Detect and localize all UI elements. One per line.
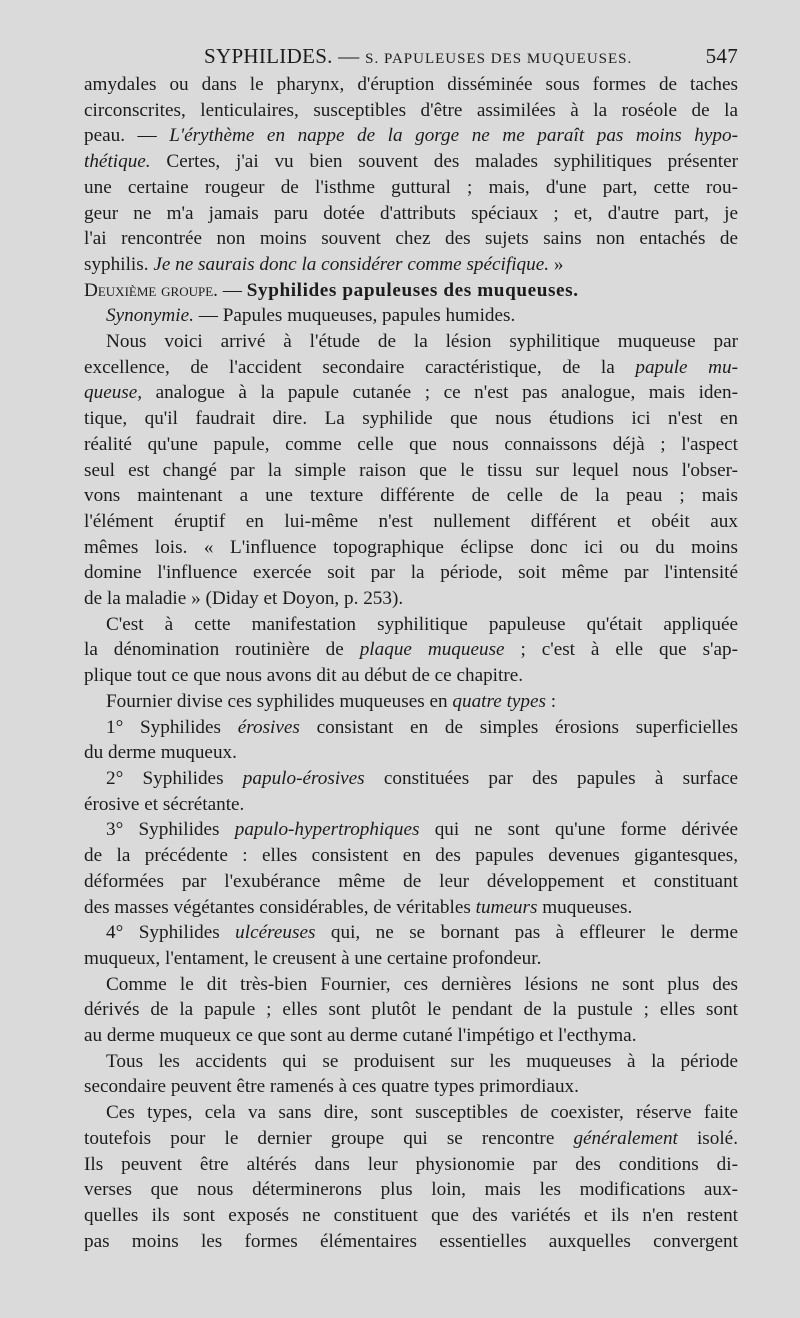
text-line (84, 509, 738, 535)
text-run: Nous voici arrivé à l'étude de la lésion syphilitique muqueuse par (106, 331, 738, 353)
text-run: 3° Syphilides (106, 819, 235, 841)
text-run: Synonymie. (106, 305, 194, 327)
text-line (84, 1177, 738, 1203)
text-line (84, 869, 738, 895)
text-line (84, 1074, 738, 1100)
text-line (84, 303, 738, 329)
text-run: érosive et sécrétante. (84, 793, 245, 815)
text-line (84, 689, 738, 715)
text-line (84, 895, 738, 921)
text-run: domine l'influence exercée soit par la période, soit même par l'intensité (84, 562, 738, 584)
text-line (84, 560, 738, 586)
text-line (84, 792, 738, 818)
text-run: toutefois pour le dernier groupe qui se rencontre (84, 1127, 574, 1149)
text-run: verses que nous déterminerons plus loin, mais les modifications aux- (84, 1179, 738, 1201)
text-run: secondaire peuvent être ramenés à ces quatre types primordiaux. (84, 1076, 579, 1098)
text-line (84, 355, 738, 381)
text-line (84, 817, 738, 843)
text-run: quatre types (452, 690, 546, 712)
text-run: mêmes lois. « L'influence topographique éclipse donc ici ou du moins (84, 536, 738, 558)
text-line (84, 740, 738, 766)
text-line (84, 432, 738, 458)
text-line (84, 946, 738, 972)
text-line (84, 149, 738, 175)
text-line (84, 1203, 738, 1229)
text-run: l'ai rencontrée non moins souvent chez des sujets sains non entachés de (84, 228, 738, 250)
running-header (86, 44, 738, 72)
text-run: Fournier divise ces syphilides muqueuses en (106, 690, 453, 712)
text-line (84, 1023, 738, 1049)
text-run: analogue à la papule cutanée ; ce n'est pas analogue, mais iden- (142, 382, 738, 404)
text-line (84, 406, 738, 432)
text-run: geur ne m'a jamais paru dotée d'attributs spéciaux ; et, d'autre part, je (84, 202, 738, 224)
text-run: consistant en de simples érosions superficielles (299, 716, 738, 738)
text-run: isolé. (677, 1127, 738, 1149)
text-run: Je ne saurais donc la considérer comme spécifique. (153, 253, 550, 275)
text-run: une certaine rougeur de l'isthme guttural ; mais, d'une part, cette rou- (84, 176, 738, 198)
text-run: 2° Syphilides (106, 767, 243, 789)
running-title-main: SYPHILIDES. (204, 44, 333, 68)
text-run: de la précédente : elles consistent en des papules devenues gigantesques, (84, 845, 738, 867)
text-run: des masses végétantes considérables, de véritables (84, 896, 476, 918)
text-run: qui ne sont qu'une forme dérivée (419, 819, 739, 841)
text-line (84, 1100, 738, 1126)
text-run: dérivés de la papule ; elles sont plutôt le pendant de la pustule ; elles sont (84, 999, 738, 1021)
running-title (204, 44, 632, 69)
text-run: — (217, 279, 247, 301)
text-line (84, 997, 738, 1023)
text-run: du derme muqueux. (84, 742, 237, 764)
text-line (84, 715, 738, 741)
text-line (84, 380, 738, 406)
text-run: L'érythème en nappe de la gorge ne me paraît pas moins hypo- (169, 125, 738, 147)
text-line (84, 920, 738, 946)
text-run: thétique. (84, 151, 151, 173)
text-line (84, 1126, 738, 1152)
text-line (84, 843, 738, 869)
running-title-dash: — (338, 44, 360, 68)
text-run: Comme le dit très-bien Fournier, ces dernières lésions ne sont plus des (106, 973, 738, 995)
text-line (84, 1152, 738, 1178)
text-run: tique, qu'il faudrait dire. La syphilide que nous étudions ici n'est en (84, 408, 738, 430)
text-line (84, 201, 738, 227)
text-line (84, 458, 738, 484)
text-run: » (549, 253, 564, 275)
text-run: vons maintenant a une texture différente de celle de la peau ; mais (84, 485, 738, 507)
text-run: 4° Syphilides (106, 922, 236, 944)
text-run: réalité qu'une papule, comme celle que nous connaissons déjà ; l'aspect (84, 433, 738, 455)
text-line (84, 1229, 738, 1255)
text-run: Ces types, cela va sans dire, sont susceptibles de coexister, réserve faite (106, 1102, 738, 1124)
text-line (84, 637, 738, 663)
running-title-subtitle: S. PAPULEUSES DES MUQUEUSES. (365, 51, 633, 67)
text-run: syphilis. (84, 253, 154, 275)
text-line (84, 535, 738, 561)
text-run: déformées par l'exubérance même de leur développement et constituant (84, 870, 738, 892)
text-line (84, 766, 738, 792)
text-run: 1° Syphilides (106, 716, 238, 738)
text-run: ; c'est à elle que s'ap- (504, 639, 738, 661)
text-run: Deuxième groupe. (84, 279, 218, 301)
text-run: Syphilides papuleuses des muqueuses. (246, 279, 579, 301)
text-line (84, 972, 738, 998)
page-number: 547 (705, 44, 738, 68)
text-run: de la maladie » (Diday et Doyon, p. 253). (84, 588, 404, 610)
text-run: tumeurs (475, 896, 538, 918)
text-line (84, 252, 738, 278)
text-run: constituées par des papules à surface (364, 767, 738, 789)
text-run: amydales ou dans le pharynx, d'éruption disséminée sous formes de taches (84, 74, 738, 95)
text-run: papule mu- (635, 356, 738, 378)
text-line (84, 278, 738, 304)
text-run: — Papules muqueuses, papules humides. (193, 305, 516, 327)
text-line (84, 175, 738, 201)
text-run: papulo-hypertrophiques (234, 819, 420, 841)
text-run: généralement (573, 1127, 678, 1149)
text-run: l'élément éruptif en lui-même n'est nullement différent et obéit aux (84, 510, 738, 532)
body-text (84, 72, 738, 1254)
text-run: excellence, de l'accident secondaire caractéristique, de la (84, 356, 636, 378)
text-run: plique tout ce que nous avons dit au début de ce chapitre. (84, 665, 524, 687)
text-line (84, 98, 738, 124)
text-line (84, 72, 738, 98)
text-run: circonscrites, lenticulaires, susceptibles d'être assimilées à la roséole de la (84, 99, 738, 121)
text-run: muqueux, l'entament, le creusent à une certaine profondeur. (84, 947, 542, 969)
text-line (84, 226, 738, 252)
text-run: ulcéreuses (235, 922, 316, 944)
text-run: seul est changé par la simple raison que le tissu sur lequel nous l'obser- (84, 459, 738, 481)
text-run: la dénomination routinière de (84, 639, 360, 661)
text-line (84, 586, 738, 612)
text-line (84, 612, 738, 638)
text-line (84, 329, 738, 355)
text-run: muqueuses. (537, 896, 633, 918)
text-line (84, 123, 738, 149)
text-run: Certes, j'ai vu bien souvent des malades syphilitiques présenter (150, 151, 738, 173)
text-run: Tous les accidents qui se produisent sur les muqueuses à la période (106, 1050, 738, 1072)
text-run: queuse, (84, 382, 143, 404)
text-run: peau. — (84, 125, 170, 147)
text-line (84, 663, 738, 689)
text-run: plaque muqueuse (359, 639, 505, 661)
text-run: Ils peuvent être altérés dans leur physionomie par des conditions di- (84, 1153, 738, 1175)
text-run: qui, ne se bornant pas à effleurer le derme (315, 922, 738, 944)
text-line (84, 1049, 738, 1075)
text-run: : (546, 690, 557, 712)
text-line (84, 483, 738, 509)
text-run: quelles ils sont exposés ne constituent que des variétés et ils n'en restent (84, 1204, 738, 1226)
text-run: érosives (237, 716, 300, 738)
text-run: papulo-érosives (242, 767, 365, 789)
text-run: au derme muqueux ce que sont au derme cutané l'impétigo et l'ecthyma. (84, 1025, 637, 1047)
text-run: pas moins les formes élémentaires essentielles auxquelles convergent (84, 1230, 738, 1252)
text-run: C'est à cette manifestation syphilitique papuleuse qu'était appliquée (106, 613, 738, 635)
